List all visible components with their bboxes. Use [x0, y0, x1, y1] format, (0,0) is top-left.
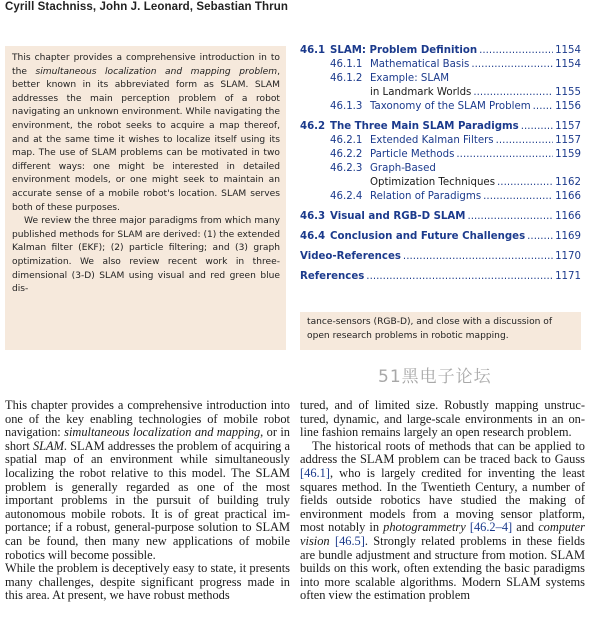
toc-title: Video-References — [300, 251, 401, 262]
abstract-continued: tance-sensors (RGB-D), and close with a discussion of open research problems in robotic mapping. — [300, 312, 581, 350]
citation-link[interactable]: [46.1] — [300, 465, 330, 480]
toc-title: References — [300, 271, 365, 282]
chapter-abstract — [5, 46, 286, 350]
toc-number: 46.2.2 — [330, 149, 363, 160]
toc-title: Mathematical Basis — [370, 59, 470, 70]
toc-title: Graph-Based — [370, 163, 436, 174]
toc-section-entry[interactable] — [300, 250, 581, 264]
body-emphasis: SLAM — [32, 438, 64, 453]
body-paragraph: tured, and of limited size. Robustly mapping unstructured, dynamic, and large-scale environments in an online fashion remains largely an open research problem. — [300, 398, 585, 440]
toc-number: 46.3 — [300, 211, 326, 222]
abstract-paragraph-1 — [12, 52, 280, 215]
toc-leader-dots — [473, 86, 553, 100]
citation-link[interactable]: [46.5] — [334, 533, 365, 548]
body-text: The historical roots of methods that can be applied to address the SLAM problem can be traced back to Gauss — [300, 438, 585, 467]
toc-section-entry[interactable] — [300, 230, 581, 244]
toc-title: Extended Kalman Filters — [370, 135, 494, 146]
toc-subsection-entry[interactable] — [300, 148, 581, 162]
toc-title: Relation of Paradigms — [370, 191, 482, 202]
toc-subsection-entry[interactable] — [300, 86, 581, 100]
body-paragraph — [300, 440, 585, 603]
toc-title: Example: SLAM — [370, 73, 450, 84]
body-emphasis: simultaneous localization and mapping — [64, 425, 261, 440]
toc-subsection-entry[interactable] — [300, 176, 581, 190]
toc-subsection-entry[interactable] — [300, 58, 581, 72]
toc-leader-dots — [521, 120, 553, 134]
body-emphasis: photogrammetry — [383, 520, 466, 535]
toc-section-entry[interactable] — [300, 120, 581, 134]
toc-page-number: 1169 — [555, 231, 581, 242]
toc-subsection-entry[interactable] — [300, 100, 581, 114]
toc-leader-dots — [483, 190, 553, 204]
body-emphasis: computer vision — [300, 520, 585, 548]
abstract-text: This chapter provides a comprehensive introduction in to the — [12, 53, 280, 77]
body-text: , or in short — [5, 425, 291, 453]
body-text: This chapter provides a comprehensive introduction into one of the key enabling technologies of mobile robot navigation: — [5, 398, 290, 440]
toc-leader-dots — [403, 250, 553, 264]
toc-number: 46.4 — [300, 231, 326, 242]
toc-page-number: 1159 — [555, 149, 581, 160]
toc-section-entry[interactable] — [300, 44, 581, 58]
toc-page-number: 1155 — [555, 87, 581, 98]
toc-number: 46.2.4 — [330, 191, 363, 202]
toc-subsection-entry[interactable] — [300, 134, 581, 148]
toc-leader-dots — [497, 176, 553, 190]
body-text: and — [512, 520, 539, 535]
body-paragraph — [5, 399, 290, 562]
toc-title: Visual and RGB-D SLAM — [330, 211, 466, 222]
toc-number: 46.2.3 — [330, 163, 363, 174]
toc-page-number: 1162 — [555, 177, 581, 188]
toc-number: 46.1.3 — [330, 101, 363, 112]
watermark-text: 51黑电子论坛 — [378, 367, 492, 387]
toc-title: Taxonomy of the SLAM Problem — [370, 101, 531, 112]
toc-section-entry[interactable] — [300, 210, 581, 224]
toc-subsection-entry[interactable] — [300, 162, 581, 176]
toc-title: in Landmark Worlds — [370, 87, 472, 98]
toc-leader-dots — [366, 270, 553, 284]
abstract-text: , better known in its abbreviated form as SLAM. SLAM addresses the main perception problem of a robot navigating an unknown environment. While navigating the environment, the robot seeks to acquire a map thereof, and at the same time it wishes to localize itself using its map. The use of SLAM problems can be motivated in two different ways: one might be interested in detailed environment models, or one might seek to maintain an accurate sense of a mobile robot's location. SLAM serves both of these purposes. — [12, 66, 280, 213]
toc-page-number: 1166 — [555, 211, 581, 222]
citation-link[interactable]: [46.2–4] — [469, 520, 513, 535]
toc-number: 46.1 — [300, 45, 326, 56]
body-text: . SLAM addresses the problem of acquiring a spatial map of an environment while simultaneously localizing the robot relative to this model. The SLAM problem is generally regarded as one of the most important problems in the pursuit of building truly autonomous mobile robots. It is of great practical importance; if a robust, general-purpose solution to SLAM can be found, then many new applications of mobile robotics will become possible. — [5, 438, 290, 562]
toc-number: 46.1.1 — [330, 59, 363, 70]
body-column-right — [300, 399, 585, 603]
toc-subsection-entry[interactable] — [300, 190, 581, 204]
toc-title: SLAM: Problem Definition — [330, 45, 478, 56]
toc-leader-dots — [471, 58, 553, 72]
toc-leader-dots — [496, 134, 553, 148]
toc-subsection-entry[interactable] — [300, 72, 581, 86]
body-column-left — [5, 399, 290, 603]
toc-title: Particle Methods — [370, 149, 455, 160]
body-text: . Strongly related problems in these fields are bundle adjustment and structure from motion. SLAM builds on this work, often extending the basic paradigms into more scalable algorithms. Modern SLAM systems often view the estimation problem — [300, 533, 585, 603]
body-text: , who is largely credited for inventing the least squares method. In the Twentieth Century, a number of fields outside robotics have studied the making of environment models from a moving sensor platform, most notably in — [300, 465, 585, 535]
toc-page-number: 1157 — [555, 135, 581, 146]
toc-page-number: 1171 — [555, 271, 581, 282]
toc-number: 46.2 — [300, 121, 326, 132]
toc-section-entry[interactable] — [300, 270, 581, 284]
toc-page-number: 1154 — [555, 45, 581, 56]
table-of-contents — [300, 44, 581, 284]
chapter-authors: Cyrill Stachniss, John J. Leonard, Sebastian Thrun — [5, 1, 288, 13]
toc-page-number: 1170 — [555, 251, 581, 262]
body-paragraph: While the problem is deceptively easy to state, it presents many challenges, despite significant progress made in this area. At present, we have robust methods — [5, 561, 290, 603]
toc-page-number: 1156 — [555, 101, 581, 112]
abstract-emphasis: simultaneous localization and mapping problem — [35, 66, 278, 77]
toc-number: 46.1.2 — [330, 73, 363, 84]
toc-page-number: 1166 — [555, 191, 581, 202]
toc-title: Conclusion and Future Challenges — [330, 231, 526, 242]
toc-leader-dots — [479, 44, 553, 58]
toc-leader-dots — [533, 100, 553, 114]
toc-leader-dots — [467, 210, 553, 224]
toc-leader-dots — [456, 148, 553, 162]
toc-page-number: 1154 — [555, 59, 581, 70]
abstract-paragraph-2: We review the three major paradigms from which many published methods for SLAM are derived: (1) the extended Kalman filter (EKF); (2) particle filtering; and (3) graph optimization. We also review recent work in three-dimensional (3-D) SLAM using visual and red green blue dis- — [12, 216, 280, 295]
toc-leader-dots — [527, 230, 553, 244]
toc-number: 46.2.1 — [330, 135, 363, 146]
toc-title: Optimization Techniques — [370, 177, 496, 188]
toc-page-number: 1157 — [555, 121, 581, 132]
toc-title: The Three Main SLAM Paradigms — [330, 121, 519, 132]
